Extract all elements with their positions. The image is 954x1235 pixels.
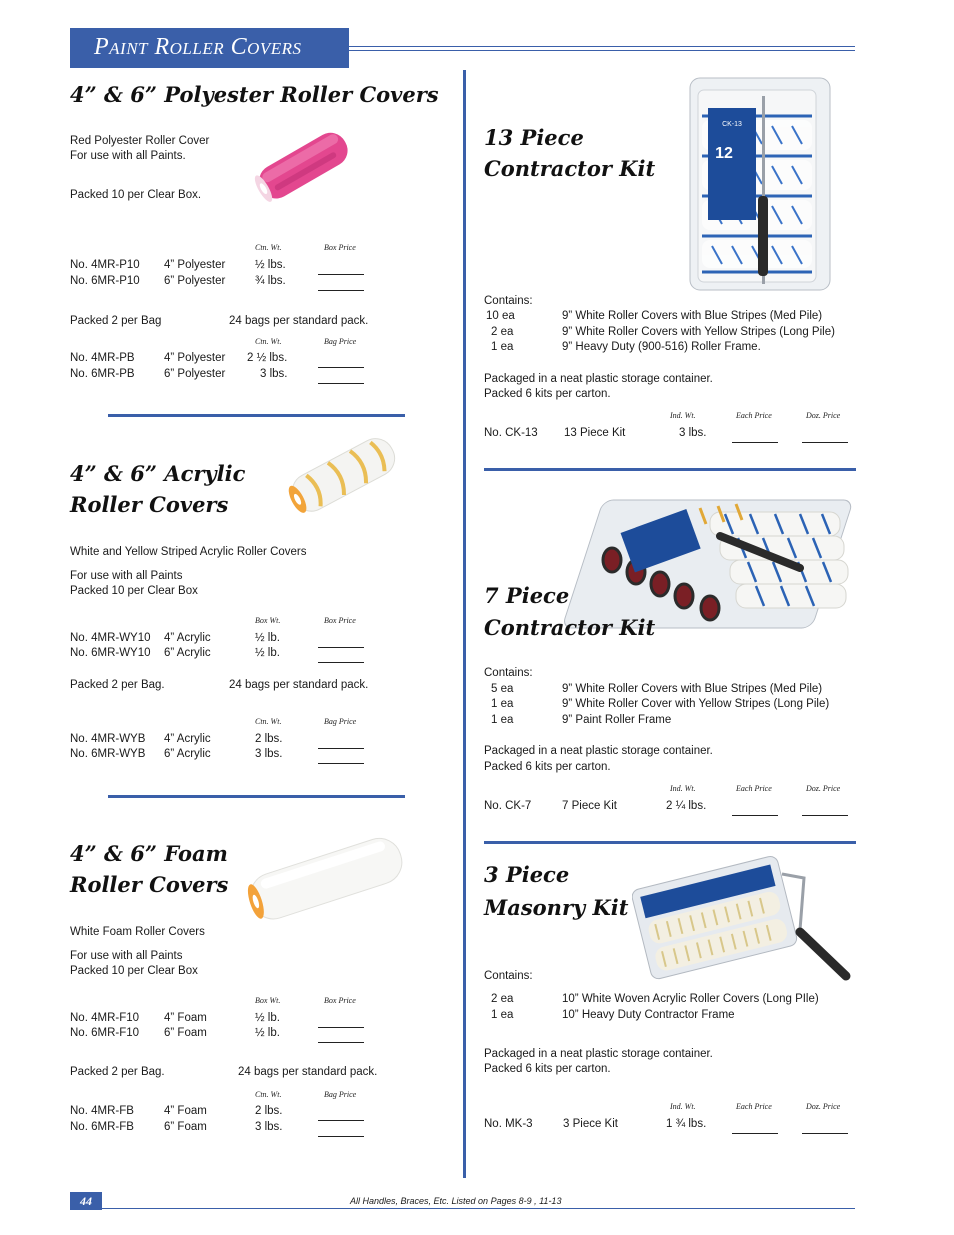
polyester-col-wt-2: Ctn. Wt.	[255, 337, 282, 346]
product-item: 4” Acrylic	[164, 733, 211, 745]
product-no: No. 4MR-WYB	[70, 733, 146, 745]
kit13-pack-2: Packed 6 kits per carton.	[484, 388, 611, 400]
price-blank	[802, 1121, 848, 1139]
kit7-col-each: Each Price	[736, 784, 772, 793]
product-weight: ½ lb.	[255, 647, 280, 659]
product-item: 6” Foam	[164, 1027, 207, 1039]
kit13-no: No. CK-13	[484, 427, 538, 439]
polyester-col-wt: Ctn. Wt.	[255, 243, 282, 252]
banner-rule-2	[349, 50, 855, 51]
price-blank	[318, 371, 364, 389]
product-item: 6” Polyester	[164, 275, 226, 287]
foam-desc: White Foam Roller Covers	[70, 926, 205, 938]
kit3-name: 3 Piece Kit	[563, 1118, 618, 1130]
kit13-col-wt: Ind. Wt.	[670, 411, 696, 420]
kit13-col-doz: Doz. Price	[806, 411, 841, 420]
page-number: 44	[70, 1192, 102, 1210]
section-banner	[70, 28, 349, 68]
kit13-item: 9” White Roller Covers with Blue Stripes (Med Pile)	[562, 310, 823, 322]
kit3-col-doz: Doz. Price	[806, 1102, 841, 1111]
kit7-col-doz: Doz. Price	[806, 784, 841, 793]
kit13-package-image	[688, 76, 832, 292]
product-no: No. 6MR-PB	[70, 368, 135, 380]
acrylic-heading-line2: Roller Covers	[70, 492, 229, 517]
acrylic-roller-image	[280, 434, 406, 514]
banner-rule	[349, 46, 855, 47]
kit13-weight: 3 lbs.	[679, 427, 707, 439]
kit13-name: 13 Piece Kit	[564, 427, 626, 439]
product-item: 4” Acrylic	[164, 632, 211, 644]
acrylic-col-price: Box Price	[324, 616, 356, 625]
price-blank	[802, 430, 848, 448]
product-no: No. 4MR-P10	[70, 259, 140, 271]
foam-use: For use with all Paints	[70, 950, 183, 962]
kit13-package-count: 12	[715, 145, 733, 162]
kit3-weight: 1 ¾ lbs.	[666, 1118, 707, 1130]
kit3-col-each: Each Price	[736, 1102, 772, 1111]
price-blank	[802, 803, 848, 821]
kit13-package-code: CK-13	[722, 121, 742, 128]
footer-rule	[102, 1208, 855, 1209]
polyester-col-price: Box Price	[324, 243, 356, 252]
kit7-heading-line1: 7 Piece	[484, 583, 570, 608]
kit7-item: 9” White Roller Covers with Blue Stripes (Med Pile)	[562, 683, 823, 695]
kit13-col-each: Each Price	[736, 411, 772, 420]
price-blank	[318, 1124, 364, 1142]
polyester-heading: 4” & 6” Polyester Roller Covers	[70, 82, 439, 107]
foam-pack: Packed 10 per Clear Box	[70, 965, 198, 977]
foam-bag-note: 24 bags per standard pack.	[238, 1066, 378, 1078]
kit13-heading-line1: 13 Piece	[484, 125, 584, 150]
acrylic-pack: Packed 10 per Clear Box	[70, 585, 198, 597]
polyester-pack: Packed 10 per Clear Box.	[70, 189, 202, 201]
product-no: No. 4MR-PB	[70, 352, 135, 364]
polyester-bag-label: Packed 2 per Bag	[70, 315, 162, 327]
section-divider	[484, 841, 856, 844]
price-blank	[318, 278, 364, 296]
product-weight: 2 ½ lbs.	[247, 352, 288, 364]
product-item: 6” Acrylic	[164, 748, 211, 760]
product-weight: ½ lb.	[255, 1012, 280, 1024]
kit3-package-image	[632, 852, 858, 988]
price-blank	[318, 650, 364, 668]
product-no: No. 4MR-FB	[70, 1105, 134, 1117]
kit7-qty: 1 ea	[491, 714, 514, 726]
acrylic-col-wt-2: Ctn. Wt.	[255, 717, 282, 726]
product-item: 4” Foam	[164, 1012, 207, 1024]
footer-note: All Handles, Braces, Etc. Listed on Pages 8-9 , 11-13	[350, 1196, 562, 1206]
product-no: No. 6MR-WYB	[70, 748, 146, 760]
polyester-use: For use with all Paints.	[70, 150, 186, 162]
acrylic-bag-label: Packed 2 per Bag.	[70, 679, 165, 691]
acrylic-use: For use with all Paints	[70, 570, 183, 582]
kit3-col-wt: Ind. Wt.	[670, 1102, 696, 1111]
kit3-pack-2: Packed 6 kits per carton.	[484, 1063, 611, 1075]
kit3-item: 10” Heavy Duty Contractor Frame	[562, 1009, 735, 1021]
foam-bag-label: Packed 2 per Bag.	[70, 1066, 165, 1078]
kit3-pack-1: Packaged in a neat plastic storage container.	[484, 1048, 713, 1060]
polyester-roller-image	[248, 115, 358, 219]
column-divider	[463, 70, 466, 1178]
product-weight: ½ lbs.	[255, 259, 286, 271]
product-weight: ¾ lbs.	[255, 275, 286, 287]
kit3-contains: Contains:	[484, 970, 533, 982]
foam-col-price: Box Price	[324, 996, 356, 1005]
kit13-qty: 1 ea	[491, 341, 514, 353]
kit7-pack-2: Packed 6 kits per carton.	[484, 761, 611, 773]
foam-roller-image	[240, 828, 410, 928]
product-item: 6” Polyester	[164, 368, 226, 380]
product-item: 4” Polyester	[164, 259, 226, 271]
kit7-no: No. CK-7	[484, 800, 532, 812]
price-blank	[732, 803, 778, 821]
kit7-item: 9” White Roller Cover with Yellow Stripes (Long Pile)	[562, 698, 830, 710]
acrylic-col-wt: Box Wt.	[255, 616, 281, 625]
acrylic-col-price-2: Bag Price	[324, 717, 357, 726]
product-no: No. 6MR-WY10	[70, 647, 151, 659]
price-blank	[318, 751, 364, 769]
kit7-qty: 5 ea	[491, 683, 514, 695]
kit7-heading-line2: Contractor Kit	[484, 615, 656, 640]
polyester-desc: Red Polyester Roller Cover	[70, 135, 210, 147]
polyester-col-price-2: Bag Price	[324, 337, 357, 346]
price-blank	[732, 1121, 778, 1139]
foam-col-wt: Box Wt.	[255, 996, 281, 1005]
product-weight: 2 lbs.	[255, 733, 283, 745]
price-blank	[318, 1030, 364, 1048]
kit3-item: 10” White Woven Acrylic Roller Covers (Long PIle)	[562, 993, 819, 1005]
kit13-heading-line2: Contractor Kit	[484, 156, 656, 181]
kit3-qty: 2 ea	[491, 993, 514, 1005]
kit3-qty: 1 ea	[491, 1009, 514, 1021]
foam-col-wt-2: Ctn. Wt.	[255, 1090, 282, 1099]
kit13-contains: Contains:	[484, 295, 533, 307]
kit7-item: 9” Paint Roller Frame	[562, 714, 672, 726]
kit7-weight: 2 ¼ lbs.	[666, 800, 707, 812]
product-no: No. 6MR-FB	[70, 1121, 134, 1133]
product-no: No. 6MR-P10	[70, 275, 140, 287]
acrylic-desc: White and Yellow Striped Acrylic Roller Covers	[70, 546, 307, 558]
foam-col-price-2: Bag Price	[324, 1090, 357, 1099]
product-weight: 3 lbs.	[255, 748, 283, 760]
product-item: 6” Foam	[164, 1121, 207, 1133]
kit13-qty: 2 ea	[491, 326, 514, 338]
price-blank	[732, 430, 778, 448]
acrylic-bag-note: 24 bags per standard pack.	[229, 679, 369, 691]
kit13-qty: 10 ea	[486, 310, 515, 322]
kit7-contains: Contains:	[484, 667, 533, 679]
product-item: 4” Foam	[164, 1105, 207, 1117]
kit3-heading-line2: Masonry Kit	[484, 895, 629, 920]
foam-heading-line1: 4” & 6” Foam	[70, 841, 228, 866]
product-no: No. 4MR-F10	[70, 1012, 140, 1024]
product-no: No. 4MR-WY10	[70, 632, 151, 644]
polyester-bag-note: 24 bags per standard pack.	[229, 315, 369, 327]
product-weight: 3 lbs.	[260, 368, 288, 380]
section-divider	[108, 795, 405, 798]
page-title: Paint Roller Covers	[94, 34, 302, 60]
product-item: 6” Acrylic	[164, 647, 211, 659]
kit7-name: 7 Piece Kit	[562, 800, 617, 812]
product-weight: 2 lbs.	[255, 1105, 283, 1117]
product-weight: ½ lb.	[255, 632, 280, 644]
kit7-qty: 1 ea	[491, 698, 514, 710]
kit13-item: 9” White Roller Covers with Yellow Stripes (Long Pile)	[562, 326, 835, 338]
kit3-heading-line1: 3 Piece	[484, 862, 570, 887]
product-weight: 3 lbs.	[255, 1121, 283, 1133]
section-divider	[108, 414, 405, 417]
kit3-no: No. MK-3	[484, 1118, 533, 1130]
kit7-pack-1: Packaged in a neat plastic storage container.	[484, 745, 713, 757]
kit7-col-wt: Ind. Wt.	[670, 784, 696, 793]
product-weight: ½ lb.	[255, 1027, 280, 1039]
foam-heading-line2: Roller Covers	[70, 872, 229, 897]
kit13-pack-1: Packaged in a neat plastic storage container.	[484, 373, 713, 385]
section-divider	[484, 468, 856, 471]
kit13-item: 9” Heavy Duty (900-516) Roller Frame.	[562, 341, 761, 353]
acrylic-heading-line1: 4” & 6” Acrylic	[70, 461, 246, 486]
product-item: 4” Polyester	[164, 352, 226, 364]
product-no: No. 6MR-F10	[70, 1027, 140, 1039]
